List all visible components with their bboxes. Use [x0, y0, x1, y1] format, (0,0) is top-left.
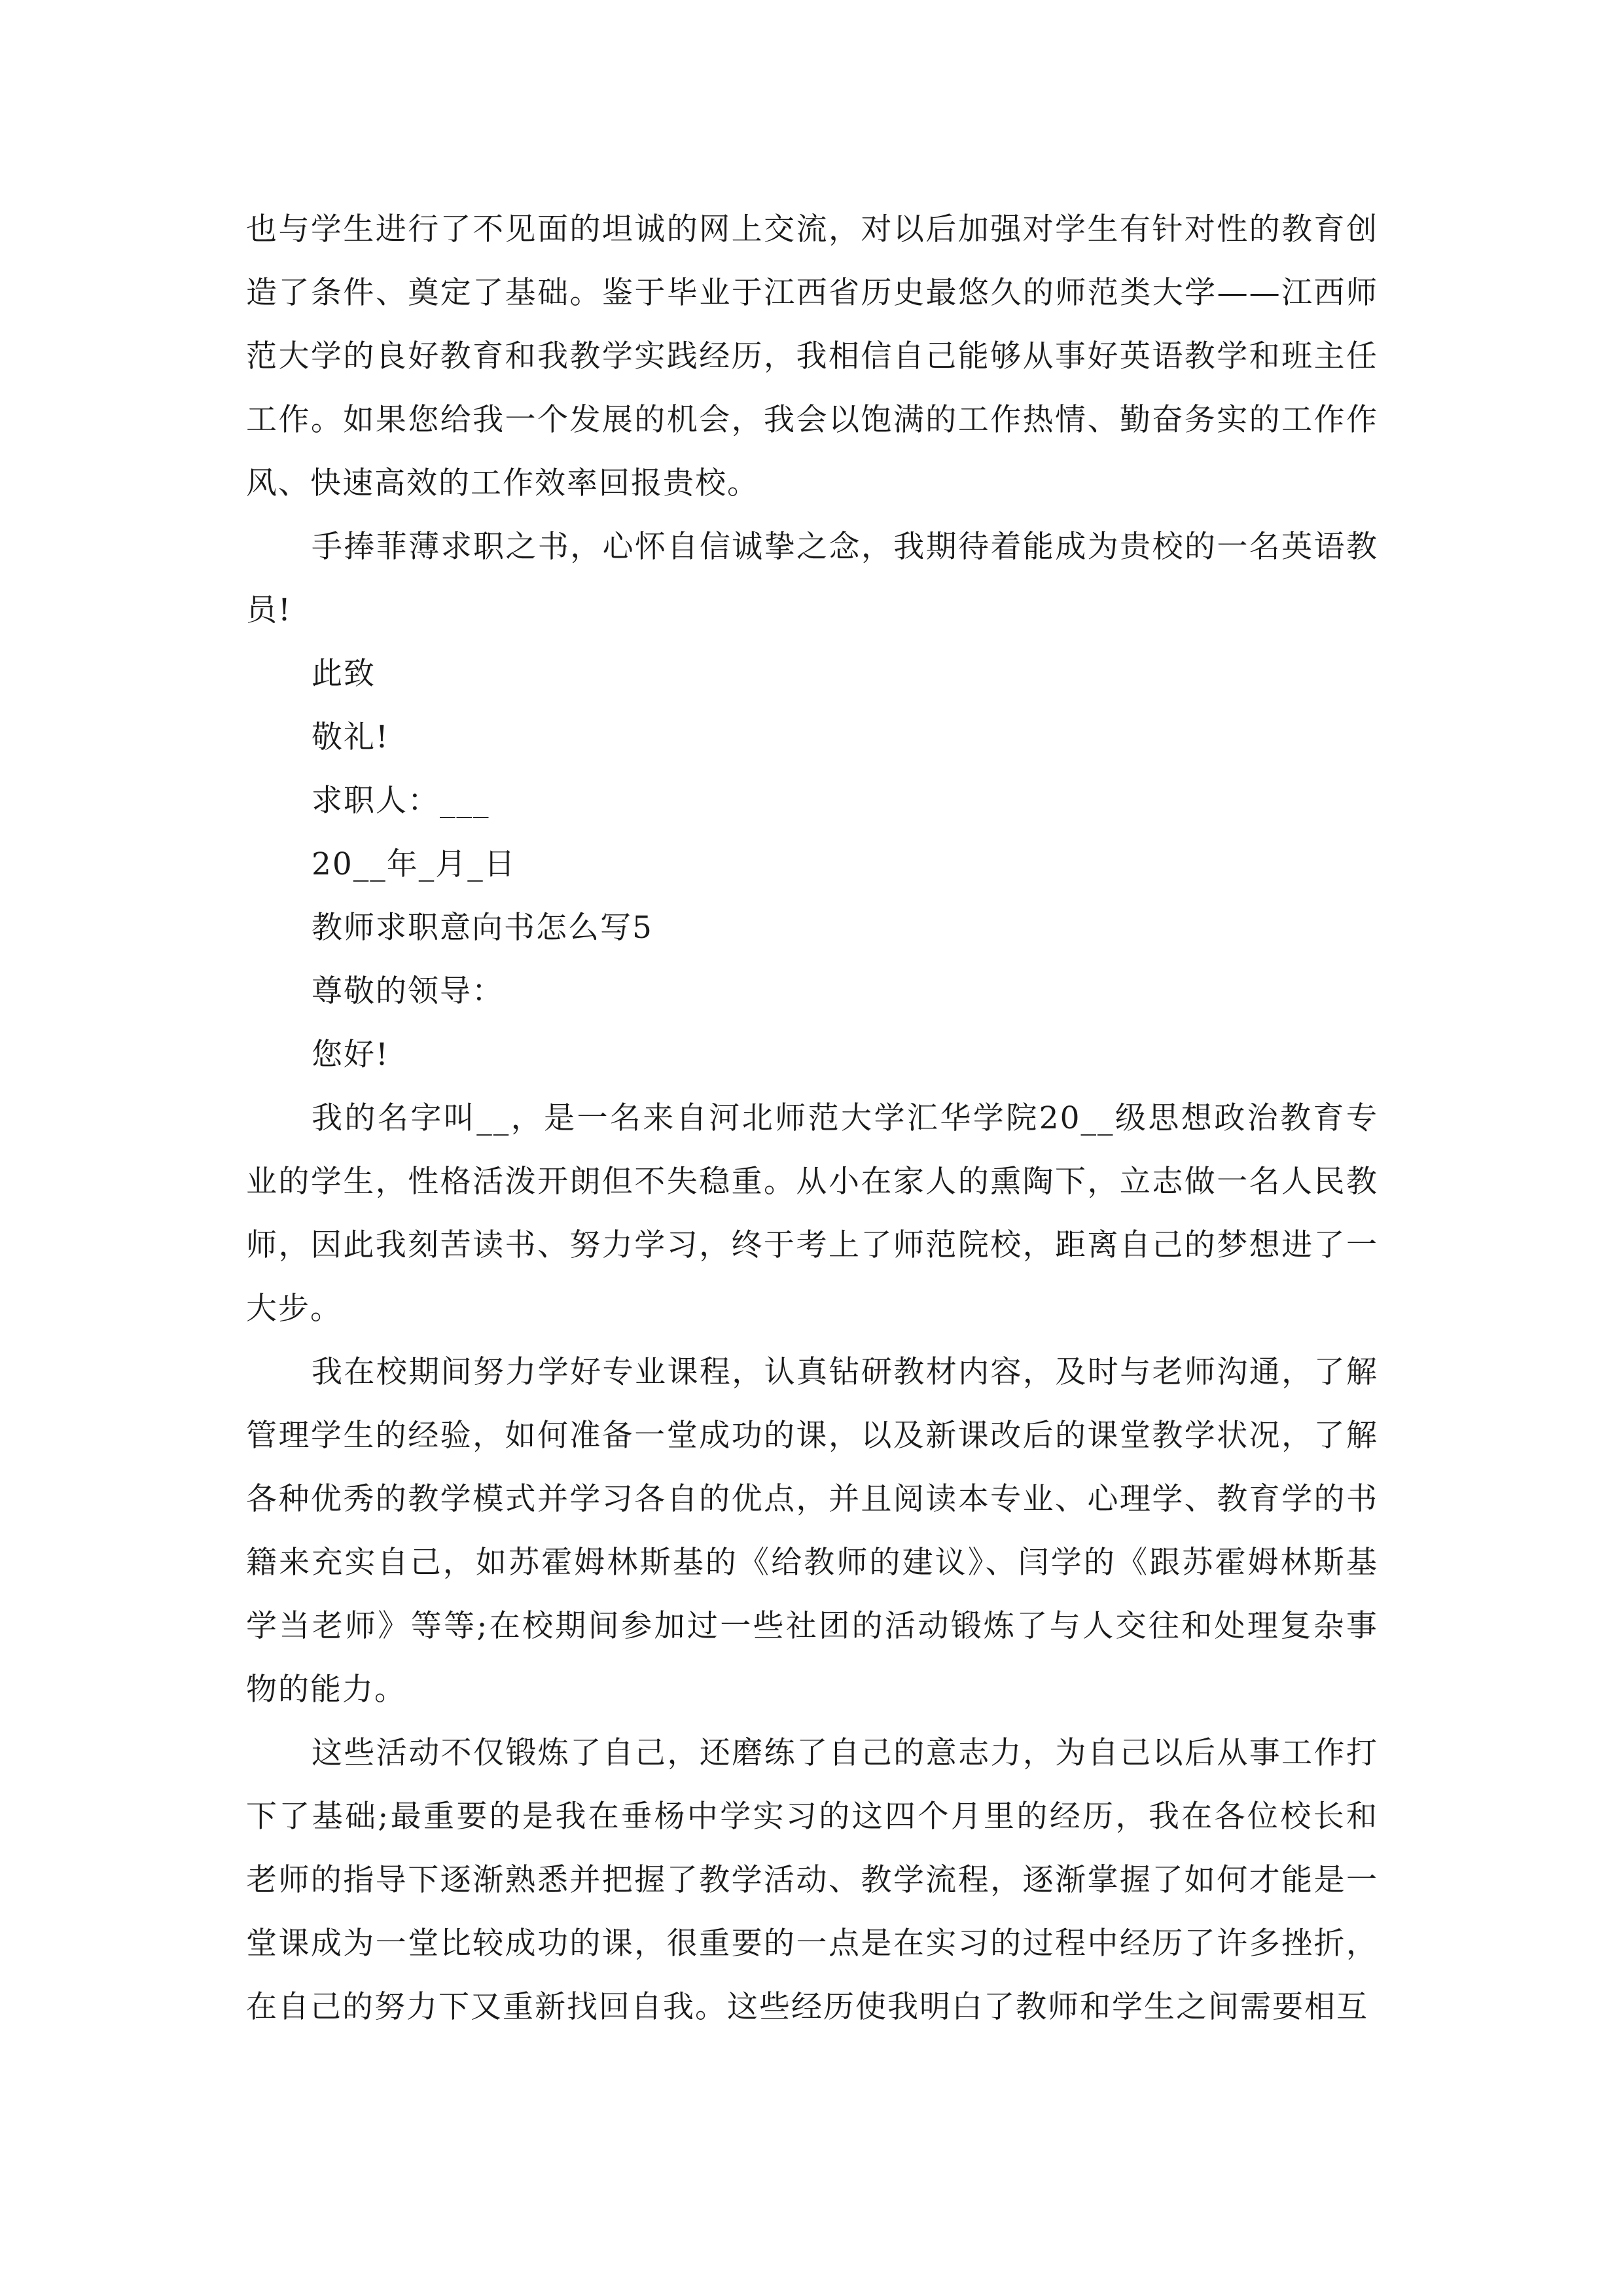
signature-line: 求职人：___: [312, 783, 490, 819]
document-body: [246, 198, 1378, 2039]
paragraph-continuation: 也与学生进行了不见面的坦诚的网上交流，对以后加强对学生有针对性的教育创造了条件、奠定了基础。鉴于毕业于江西省历史最悠久的师范类大学——江西师范大学的良好教育和我教学实践经历，我相信自己能够从事好英语教学和班主任工作。如果您给我一个发展的机会，我会以饱满的工作热情、勤奋务实的工作作风、快速高效的工作效率回报贵校。: [246, 211, 1378, 501]
hello-line: 您好!: [312, 1037, 389, 1073]
salute-phrase: 敬礼!: [312, 719, 389, 755]
greeting-line: 尊敬的领导：: [312, 973, 504, 1009]
closing-phrase: 此致: [312, 656, 376, 692]
paragraph-introduction: 我的名字叫__，是一名来自河北师范大学汇华学院20__级思想政治教育专业的学生，性格活泼开朗但不失稳重。从小在家人的熏陶下，立志做一名人民教师，因此我刻苦读书、努力学习，终于考上了师范院校，距离自己的梦想进了一大步。: [246, 1100, 1378, 1327]
paragraph-studies: 我在校期间努力学好专业课程，认真钻研教材内容，及时与老师沟通，了解管理学生的经验，如何准备一堂成功的课，以及新课改后的课堂教学状况，了解各种优秀的教学模式并学习各自的优点，并且阅读本专业、心理学、教育学的书籍来充实自己，如苏霍姆林斯基的《给教师的建议》、闫学的《跟苏霍姆林斯基学当老师》等等;在校期间参加过一些社团的活动锻炼了与人交往和处理复杂事物的能力。: [246, 1354, 1378, 1708]
date-line: 20__年_月_日: [312, 846, 516, 882]
paragraph-closing-wish: 手捧菲薄求职之书，心怀自信诚挚之念，我期待着能成为贵校的一名英语教员!: [246, 529, 1378, 628]
paragraph-experience: 这些活动不仅锻炼了自己，还磨练了自己的意志力，为自己以后从事工作打下了基础;最重要的是我在垂杨中学实习的这四个月里的经历，我在各位校长和老师的指导下逐渐熟悉并把握了教学活动、教学流程，逐渐掌握了如何才能是一堂课成为一堂比较成功的课，很重要的一点是在实习的过程中经历了许多挫折，在自己的努力下又重新找回自我。这些经历使我明白了教师和学生之间需要相互: [246, 1735, 1378, 2025]
section-heading: 教师求职意向书怎么写5: [312, 910, 653, 946]
